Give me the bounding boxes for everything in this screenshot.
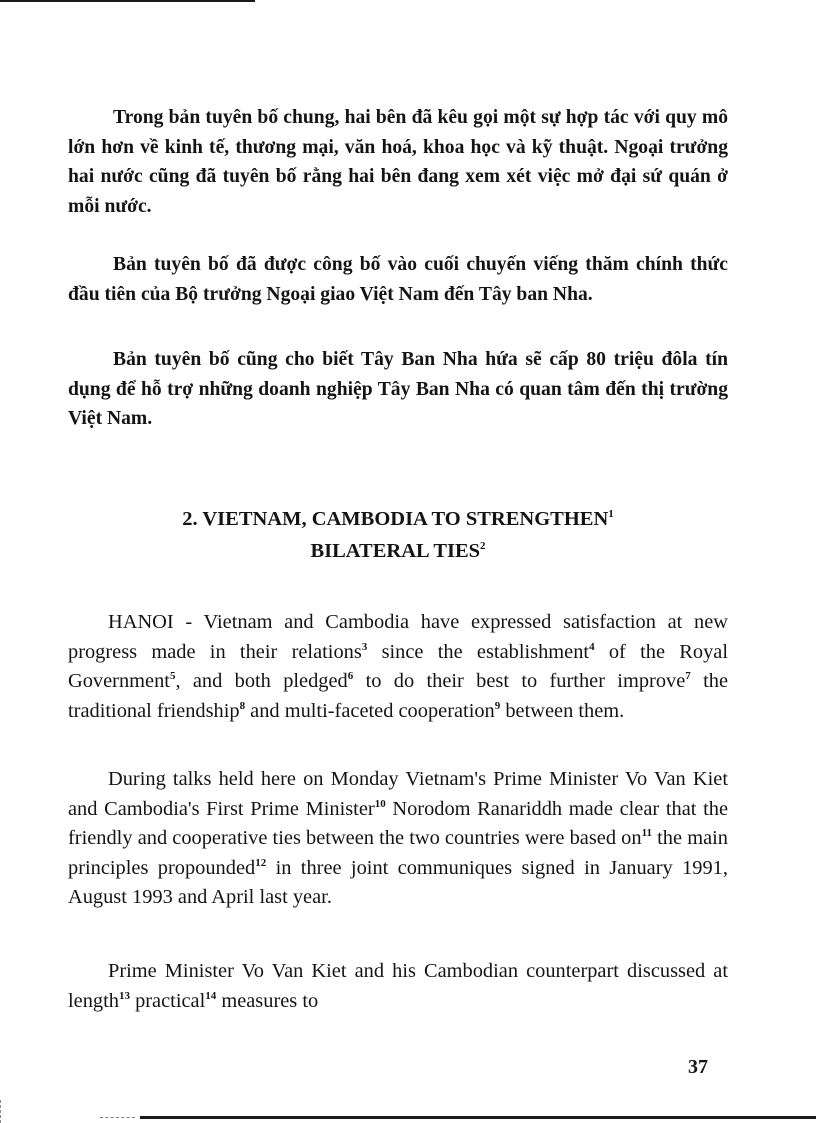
top-rule: [0, 0, 255, 2]
text-span: the main principles propounded: [68, 827, 728, 879]
footnote-ref-14: 14: [205, 989, 217, 1002]
footnote-ref-9: 9: [494, 699, 501, 712]
bottom-rule: [140, 1116, 816, 1119]
text-span: practical: [129, 989, 206, 1012]
footnote-ref-6: 6: [347, 670, 354, 683]
text-span: measures to: [216, 989, 319, 1012]
footnote-ref-8: 8: [239, 699, 246, 712]
text-span: , and both pledged: [175, 670, 348, 692]
heading-line-1-text: 2. VIETNAM, CAMBODIA TO STRENGTHEN: [182, 508, 609, 530]
text-span: between them.: [500, 699, 625, 722]
page-number: 37: [688, 1056, 708, 1078]
text-span: to do their best to further improve: [353, 670, 686, 692]
footnote-ref-2: 2: [480, 540, 486, 553]
footnote-ref-12: 12: [255, 856, 267, 869]
text-span: and multi-faceted cooperation: [245, 699, 495, 722]
vietnamese-paragraph-2: Bản tuyên bố đã được công bố vào cuối chuyến viếng thăm chính thức đầu tiên của Bộ trưởng Ngoại giao Việt Nam đến Tây ban Nha.: [68, 254, 728, 305]
section-heading-line-1: [68, 503, 728, 535]
footnote-ref-7: 7: [685, 670, 691, 683]
heading-line-2-text: BILATERAL TIES: [310, 540, 481, 562]
vietnamese-paragraph-3: Bản tuyên bố cũng cho biết Tây Ban Nha hứa sẽ cấp 80 triệu đôla tín dụng để hỗ trợ những doanh nghiệp Tây Ban Nha có quan tâm đến thị trường Việt Nam.: [68, 349, 728, 429]
scan-edge-mark: [0, 1100, 1, 1123]
text-span: Prime Minister Vo Van Kiet and his Cambodian counterpart discussed at length: [68, 960, 728, 1012]
english-paragraph-1: [68, 608, 728, 726]
text-span: During talks held here on Monday Vietnam's Prime Minister Vo Van Kiet and Cambodia's First Prime Minister: [68, 768, 728, 820]
english-paragraph-2: [68, 765, 728, 913]
text-span: of the Royal Government: [68, 640, 728, 692]
footnote-ref-10: 10: [374, 797, 386, 810]
english-paragraph-3: [68, 957, 728, 1016]
text-span: the traditional friendship: [68, 670, 728, 722]
text-span: HANOI - Vietnam and Cambodia have expressed satisfaction at new progress made in their relations: [68, 611, 728, 663]
footnote-ref-5: 5: [169, 670, 176, 683]
vietnamese-paragraph-1: Trong bản tuyên bố chung, hai bên đã kêu gọi một sự hợp tác với quy mô lớn hơn về kinh tế, thương mại, văn hoá, khoa học và kỹ thuật. Ngoại trưởng hai nước cũng đã tuyên bố rằng hai bên đang xem xét việc mở đại sứ quán ở mỗi nước.: [68, 107, 728, 217]
footnote-ref-4: 4: [589, 640, 595, 653]
section-heading-line-2: [68, 535, 728, 567]
footnote-ref-11: 11: [641, 827, 652, 840]
footnote-ref-3: 3: [361, 640, 368, 653]
footnote-ref-1: 1: [608, 508, 614, 521]
text-span: since the establishment: [367, 640, 590, 663]
text-span: Norodom Ranariddh made clear that the friendly and cooperative ties between the two countries were based on: [68, 797, 728, 849]
footnote-ref-13: 13: [118, 989, 130, 1002]
text-span: in three joint communiques signed in January 1991, August 1993 and April last year.: [68, 856, 728, 908]
bottom-dashed-rule: [100, 1117, 135, 1118]
